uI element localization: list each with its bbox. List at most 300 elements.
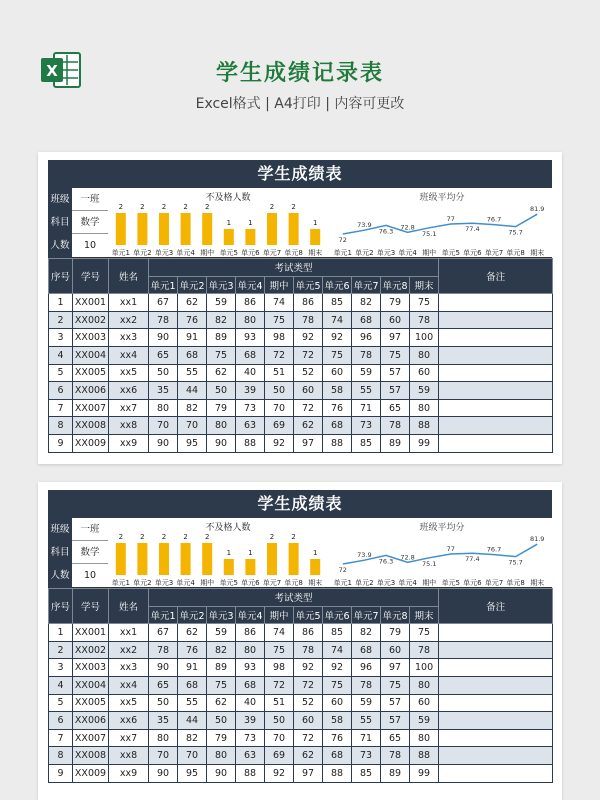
score-cell[interactable]: 40 [236, 364, 265, 382]
seq-cell[interactable]: 8 [49, 747, 73, 765]
table-row [49, 399, 553, 417]
fail-bar-value: 1 [226, 219, 232, 227]
score-cell[interactable]: 85 [352, 764, 381, 782]
score-cell[interactable]: 86 [294, 624, 323, 642]
score-cell[interactable]: 95 [178, 434, 207, 452]
score-cell[interactable]: 58 [323, 382, 352, 400]
score-cell[interactable]: 57 [381, 694, 410, 712]
score-cell[interactable]: 68 [178, 676, 207, 694]
sheet-preview-2 [38, 482, 562, 800]
score-cell[interactable]: 69 [265, 747, 294, 765]
score-cell[interactable]: 91 [178, 659, 207, 677]
score-cell[interactable]: 97 [294, 764, 323, 782]
score-cell[interactable]: 55 [352, 382, 381, 400]
seq-cell[interactable]: 2 [49, 311, 73, 329]
fail-bar-value: 2 [140, 533, 145, 541]
score-cell[interactable]: 85 [323, 624, 352, 642]
score-cell[interactable]: 90 [149, 659, 178, 677]
avg-category: 单元8 [506, 579, 525, 587]
score-cell[interactable]: 62 [178, 624, 207, 642]
score-cell[interactable]: 65 [149, 676, 178, 694]
remark-cell[interactable] [439, 364, 553, 382]
score-cell[interactable]: 50 [149, 364, 178, 382]
score-cell[interactable]: 62 [207, 694, 236, 712]
score-cell[interactable]: 55 [178, 694, 207, 712]
fail-count-chart [110, 518, 326, 588]
score-cell[interactable]: 88 [323, 434, 352, 452]
score-cell[interactable]: 62 [294, 417, 323, 435]
score-cell[interactable]: 70 [178, 747, 207, 765]
table-row [49, 382, 553, 400]
score-cell[interactable]: 92 [323, 329, 352, 347]
remark-cell[interactable] [439, 729, 553, 747]
score-cell[interactable]: 71 [352, 399, 381, 417]
score-cell[interactable]: 59 [352, 694, 381, 712]
score-cell[interactable]: 68 [352, 641, 381, 659]
score-cell[interactable]: 76 [178, 311, 207, 329]
score-cell[interactable]: 72 [294, 729, 323, 747]
remark-cell[interactable] [439, 659, 553, 677]
score-cell[interactable]: 86 [236, 294, 265, 312]
score-cell[interactable]: 60 [410, 694, 439, 712]
score-cell[interactable]: 92 [265, 764, 294, 782]
score-cell[interactable]: 95 [178, 764, 207, 782]
score-cell[interactable]: 65 [381, 729, 410, 747]
score-cell[interactable]: 89 [207, 659, 236, 677]
seq-cell[interactable]: 3 [49, 329, 73, 347]
fail-bar-value: 2 [161, 533, 167, 541]
student-id-cell[interactable]: XX005 [73, 364, 109, 382]
score-cell[interactable]: 44 [178, 382, 207, 400]
score-cell[interactable]: 62 [178, 294, 207, 312]
exam-header: 单元3 [207, 606, 236, 624]
score-cell[interactable]: 75 [410, 294, 439, 312]
score-cell[interactable]: 68 [323, 417, 352, 435]
score-cell[interactable]: 55 [178, 364, 207, 382]
score-cell[interactable]: 79 [381, 294, 410, 312]
count-value: 10 [83, 570, 97, 581]
fail-bar [181, 213, 191, 245]
fail-bar-category: 单元6 [241, 249, 260, 257]
fail-bar-category: 单元8 [284, 249, 303, 257]
score-cell[interactable]: 99 [410, 764, 439, 782]
fail-bar [267, 213, 277, 245]
student-id-cell[interactable]: XX007 [73, 399, 109, 417]
score-cell[interactable]: 90 [149, 329, 178, 347]
fail-bar-category: 单元1 [111, 249, 131, 257]
student-id-cell[interactable]: XX004 [73, 676, 109, 694]
score-cell[interactable]: 57 [381, 712, 410, 730]
student-name-cell[interactable]: xx3 [109, 329, 149, 347]
score-cell[interactable]: 68 [323, 747, 352, 765]
score-cell[interactable]: 57 [381, 382, 410, 400]
score-cell[interactable]: 76 [323, 399, 352, 417]
student-name-cell[interactable]: xx4 [109, 676, 149, 694]
avg-point-label: 75.7 [508, 558, 523, 567]
student-name-cell[interactable]: xx5 [109, 694, 149, 712]
remark-cell[interactable] [439, 764, 553, 782]
student-name-cell[interactable]: xx2 [109, 311, 149, 329]
exam-header: 单元7 [352, 276, 381, 294]
score-cell[interactable]: 74 [265, 294, 294, 312]
score-cell[interactable]: 89 [381, 764, 410, 782]
score-cell[interactable]: 82 [178, 729, 207, 747]
table-row [49, 747, 553, 765]
seq-cell[interactable]: 2 [49, 641, 73, 659]
score-cell[interactable]: 85 [352, 434, 381, 452]
remark-cell[interactable] [439, 712, 553, 730]
avg-category: 单元4 [398, 579, 417, 587]
seq-cell[interactable]: 5 [49, 694, 73, 712]
exam-header: 单元1 [149, 276, 178, 294]
page-subtitle: Excel格式 | A4打印 | 内容可更改 [195, 96, 405, 112]
score-cell[interactable]: 90 [207, 434, 236, 452]
score-cell[interactable]: 68 [352, 311, 381, 329]
remark-cell[interactable] [439, 747, 553, 765]
score-cell[interactable]: 57 [381, 364, 410, 382]
score-cell[interactable]: 78 [381, 417, 410, 435]
remark-cell[interactable] [439, 641, 553, 659]
exam-header: 单元6 [323, 276, 352, 294]
seq-cell[interactable]: 6 [49, 712, 73, 730]
student-id-cell[interactable]: XX003 [73, 659, 109, 677]
student-id-cell[interactable]: XX001 [73, 624, 109, 642]
student-name-cell[interactable]: xx6 [109, 712, 149, 730]
student-id-cell[interactable]: XX004 [73, 346, 109, 364]
score-cell[interactable]: 65 [149, 346, 178, 364]
score-cell[interactable]: 90 [207, 764, 236, 782]
student-id-cell[interactable]: XX003 [73, 329, 109, 347]
fail-bar-value: 2 [140, 203, 145, 211]
score-cell[interactable]: 60 [381, 311, 410, 329]
fail-bar [137, 543, 147, 575]
score-cell[interactable]: 80 [236, 311, 265, 329]
student-name-cell[interactable]: xx9 [109, 764, 149, 782]
remark-cell[interactable] [439, 382, 553, 400]
score-cell[interactable]: 75 [381, 676, 410, 694]
score-cell[interactable]: 35 [149, 382, 178, 400]
score-cell[interactable]: 82 [207, 641, 236, 659]
student-name-cell[interactable]: xx7 [109, 729, 149, 747]
seq-cell[interactable]: 4 [49, 346, 73, 364]
fail-bar-value: 1 [226, 549, 232, 557]
score-cell[interactable]: 80 [410, 676, 439, 694]
score-cell[interactable]: 72 [294, 676, 323, 694]
avg-point-label: 77 [446, 545, 455, 553]
student-id-cell[interactable]: XX008 [73, 417, 109, 435]
remark-cell[interactable] [439, 329, 553, 347]
score-cell[interactable]: 88 [323, 764, 352, 782]
exam-header: 单元5 [294, 276, 323, 294]
student-id-cell[interactable]: XX001 [73, 294, 109, 312]
score-cell[interactable]: 70 [178, 417, 207, 435]
score-cell[interactable]: 78 [381, 747, 410, 765]
table-row [49, 624, 553, 642]
score-cell[interactable]: 79 [381, 624, 410, 642]
fail-bar-category: 单元8 [284, 579, 303, 587]
student-id-cell[interactable]: XX002 [73, 311, 109, 329]
count-value: 10 [83, 240, 97, 251]
score-cell[interactable]: 55 [352, 712, 381, 730]
score-cell[interactable]: 80 [410, 729, 439, 747]
score-cell[interactable]: 80 [410, 399, 439, 417]
seq-cell[interactable]: 9 [49, 434, 73, 452]
score-cell[interactable]: 89 [381, 434, 410, 452]
fail-bar [310, 229, 320, 245]
score-cell[interactable]: 67 [149, 624, 178, 642]
score-cell[interactable]: 82 [352, 624, 381, 642]
score-cell[interactable]: 92 [294, 659, 323, 677]
student-id-cell[interactable]: XX008 [73, 747, 109, 765]
score-cell[interactable]: 75 [410, 624, 439, 642]
score-cell[interactable]: 72 [265, 346, 294, 364]
score-cell[interactable]: 98 [265, 659, 294, 677]
score-cell[interactable]: 60 [294, 382, 323, 400]
remark-cell[interactable] [439, 694, 553, 712]
score-cell[interactable]: 91 [178, 329, 207, 347]
score-cell[interactable]: 50 [265, 382, 294, 400]
score-cell[interactable]: 97 [381, 659, 410, 677]
score-cell[interactable]: 59 [352, 364, 381, 382]
table-row [49, 294, 553, 312]
score-cell[interactable]: 59 [410, 712, 439, 730]
score-cell[interactable]: 97 [294, 434, 323, 452]
student-name-cell[interactable]: xx8 [109, 747, 149, 765]
score-cell[interactable]: 80 [236, 641, 265, 659]
score-cell[interactable]: 93 [236, 659, 265, 677]
score-cell[interactable]: 73 [236, 729, 265, 747]
score-cell[interactable]: 78 [352, 346, 381, 364]
score-cell[interactable]: 62 [294, 747, 323, 765]
score-cell[interactable]: 59 [410, 382, 439, 400]
score-cell[interactable]: 72 [294, 346, 323, 364]
score-cell[interactable]: 71 [352, 729, 381, 747]
score-cell[interactable]: 70 [149, 747, 178, 765]
score-cell[interactable]: 85 [323, 294, 352, 312]
seq-cell[interactable]: 7 [49, 399, 73, 417]
seq-cell[interactable]: 9 [49, 764, 73, 782]
score-cell[interactable]: 92 [265, 434, 294, 452]
student-name-cell[interactable]: xx8 [109, 417, 149, 435]
student-id-cell[interactable]: XX002 [73, 641, 109, 659]
score-cell[interactable]: 68 [236, 346, 265, 364]
remark-cell[interactable] [439, 676, 553, 694]
sheet-title: 学生成绩表 [48, 160, 552, 188]
score-cell[interactable]: 96 [352, 329, 381, 347]
fail-bar [116, 213, 126, 245]
avg-category: 期末 [530, 249, 545, 257]
remark-cell[interactable] [439, 311, 553, 329]
fail-bar-value: 1 [248, 549, 253, 557]
score-cell[interactable]: 63 [236, 747, 265, 765]
score-cell[interactable]: 98 [265, 329, 294, 347]
score-cell[interactable]: 75 [323, 346, 352, 364]
score-cell[interactable]: 69 [265, 417, 294, 435]
student-name-cell[interactable]: xx6 [109, 382, 149, 400]
seq-cell[interactable]: 3 [49, 659, 73, 677]
seq-cell[interactable]: 8 [49, 417, 73, 435]
score-cell[interactable]: 82 [207, 311, 236, 329]
score-cell[interactable]: 80 [207, 417, 236, 435]
score-cell[interactable]: 93 [236, 329, 265, 347]
score-cell[interactable]: 70 [265, 399, 294, 417]
student-id-cell[interactable]: XX006 [73, 712, 109, 730]
score-cell[interactable]: 73 [352, 747, 381, 765]
score-cell[interactable]: 78 [294, 311, 323, 329]
score-cell[interactable]: 82 [352, 294, 381, 312]
student-id-cell[interactable]: XX006 [73, 382, 109, 400]
score-cell[interactable]: 60 [294, 712, 323, 730]
score-cell[interactable]: 90 [149, 764, 178, 782]
score-cell[interactable]: 67 [149, 294, 178, 312]
student-name-cell[interactable]: xx1 [109, 624, 149, 642]
fail-bar-category: 单元6 [241, 579, 260, 587]
seq-cell[interactable]: 1 [49, 294, 73, 312]
score-cell[interactable]: 35 [149, 712, 178, 730]
score-cell[interactable]: 100 [410, 329, 439, 347]
score-cell[interactable]: 70 [265, 729, 294, 747]
score-cell[interactable]: 82 [178, 399, 207, 417]
seq-cell[interactable]: 7 [49, 729, 73, 747]
score-cell[interactable]: 60 [410, 364, 439, 382]
score-cell[interactable]: 75 [207, 346, 236, 364]
score-cell[interactable]: 90 [149, 434, 178, 452]
avg-category: 单元2 [355, 249, 374, 257]
score-cell[interactable]: 86 [236, 624, 265, 642]
score-cell[interactable]: 72 [265, 676, 294, 694]
fail-bar [159, 543, 169, 575]
score-cell[interactable]: 97 [381, 329, 410, 347]
student-id-cell[interactable]: XX005 [73, 694, 109, 712]
score-cell[interactable]: 75 [207, 676, 236, 694]
seq-cell[interactable]: 5 [49, 364, 73, 382]
score-cell[interactable]: 59 [207, 294, 236, 312]
score-cell[interactable]: 50 [265, 712, 294, 730]
seq-cell[interactable]: 6 [49, 382, 73, 400]
score-cell[interactable]: 80 [410, 346, 439, 364]
score-cell[interactable]: 79 [207, 399, 236, 417]
score-cell[interactable]: 75 [323, 676, 352, 694]
score-cell[interactable]: 50 [207, 712, 236, 730]
score-cell[interactable]: 76 [323, 729, 352, 747]
score-cell[interactable]: 78 [294, 641, 323, 659]
score-cell[interactable]: 96 [352, 659, 381, 677]
student-id-cell[interactable]: XX009 [73, 764, 109, 782]
score-cell[interactable]: 72 [294, 399, 323, 417]
student-name-cell[interactable]: xx4 [109, 346, 149, 364]
score-cell[interactable]: 40 [236, 694, 265, 712]
score-cell[interactable]: 60 [381, 641, 410, 659]
score-cell[interactable]: 39 [236, 712, 265, 730]
seq-cell[interactable]: 4 [49, 676, 73, 694]
student-id-cell[interactable]: XX009 [73, 434, 109, 452]
score-cell[interactable]: 65 [381, 399, 410, 417]
remark-cell[interactable] [439, 434, 553, 452]
score-cell[interactable]: 51 [265, 694, 294, 712]
score-cell[interactable]: 68 [236, 676, 265, 694]
score-cell[interactable]: 88 [410, 417, 439, 435]
score-cell[interactable]: 59 [207, 624, 236, 642]
summary-panel [48, 518, 552, 588]
count-label: 人数 [48, 564, 72, 588]
score-cell[interactable]: 88 [236, 434, 265, 452]
subject-label: 科目 [48, 541, 72, 564]
score-cell[interactable]: 73 [236, 399, 265, 417]
score-cell[interactable]: 88 [236, 764, 265, 782]
student-name-cell[interactable]: xx5 [109, 364, 149, 382]
student-name-cell[interactable]: xx3 [109, 659, 149, 677]
score-cell[interactable]: 52 [294, 694, 323, 712]
seq-cell[interactable]: 1 [49, 624, 73, 642]
score-cell[interactable]: 58 [323, 712, 352, 730]
score-cell[interactable]: 70 [149, 417, 178, 435]
student-id-cell[interactable]: XX007 [73, 729, 109, 747]
student-name-cell[interactable]: xx1 [109, 294, 149, 312]
score-cell[interactable]: 78 [149, 311, 178, 329]
score-cell[interactable]: 60 [323, 364, 352, 382]
score-cell[interactable]: 75 [265, 311, 294, 329]
score-cell[interactable]: 75 [381, 346, 410, 364]
score-cell[interactable]: 50 [207, 382, 236, 400]
score-cell[interactable]: 88 [410, 747, 439, 765]
score-cell[interactable]: 100 [410, 659, 439, 677]
score-cell[interactable]: 80 [149, 399, 178, 417]
score-cell[interactable]: 44 [178, 712, 207, 730]
score-cell[interactable]: 50 [149, 694, 178, 712]
class-value: 一班 [72, 518, 108, 541]
score-cell[interactable]: 86 [294, 294, 323, 312]
score-cell[interactable]: 79 [207, 729, 236, 747]
subject-value: 数学 [72, 541, 108, 564]
fail-bar [116, 543, 126, 575]
score-cell[interactable]: 63 [236, 417, 265, 435]
score-cell[interactable]: 52 [294, 364, 323, 382]
score-cell[interactable]: 78 [149, 641, 178, 659]
remark-cell[interactable] [439, 294, 553, 312]
score-cell[interactable]: 78 [352, 676, 381, 694]
score-cell[interactable]: 75 [265, 641, 294, 659]
score-cell[interactable]: 62 [207, 364, 236, 382]
score-cell[interactable]: 78 [410, 641, 439, 659]
score-cell[interactable]: 60 [323, 694, 352, 712]
remark-cell[interactable] [439, 624, 553, 642]
score-cell[interactable]: 74 [265, 624, 294, 642]
score-cell[interactable]: 92 [294, 329, 323, 347]
student-name-cell[interactable]: xx7 [109, 399, 149, 417]
score-cell[interactable]: 73 [352, 417, 381, 435]
score-cell[interactable]: 68 [178, 346, 207, 364]
score-cell[interactable]: 99 [410, 434, 439, 452]
remark-cell[interactable] [439, 417, 553, 435]
score-cell[interactable]: 39 [236, 382, 265, 400]
score-cell[interactable]: 74 [323, 641, 352, 659]
student-name-cell[interactable]: xx2 [109, 641, 149, 659]
exam-header: 期中 [265, 276, 294, 294]
score-cell[interactable]: 80 [149, 729, 178, 747]
avg-point-label: 75.1 [421, 559, 437, 568]
remark-cell[interactable] [439, 346, 553, 364]
score-cell[interactable]: 51 [265, 364, 294, 382]
score-cell[interactable]: 76 [178, 641, 207, 659]
score-cell[interactable]: 80 [207, 747, 236, 765]
score-cell[interactable]: 78 [410, 311, 439, 329]
student-name-cell[interactable]: xx9 [109, 434, 149, 452]
score-cell[interactable]: 92 [323, 659, 352, 677]
score-cell[interactable]: 89 [207, 329, 236, 347]
avg-point-label: 72.8 [400, 553, 415, 562]
score-cell[interactable]: 74 [323, 311, 352, 329]
remark-cell[interactable] [439, 399, 553, 417]
